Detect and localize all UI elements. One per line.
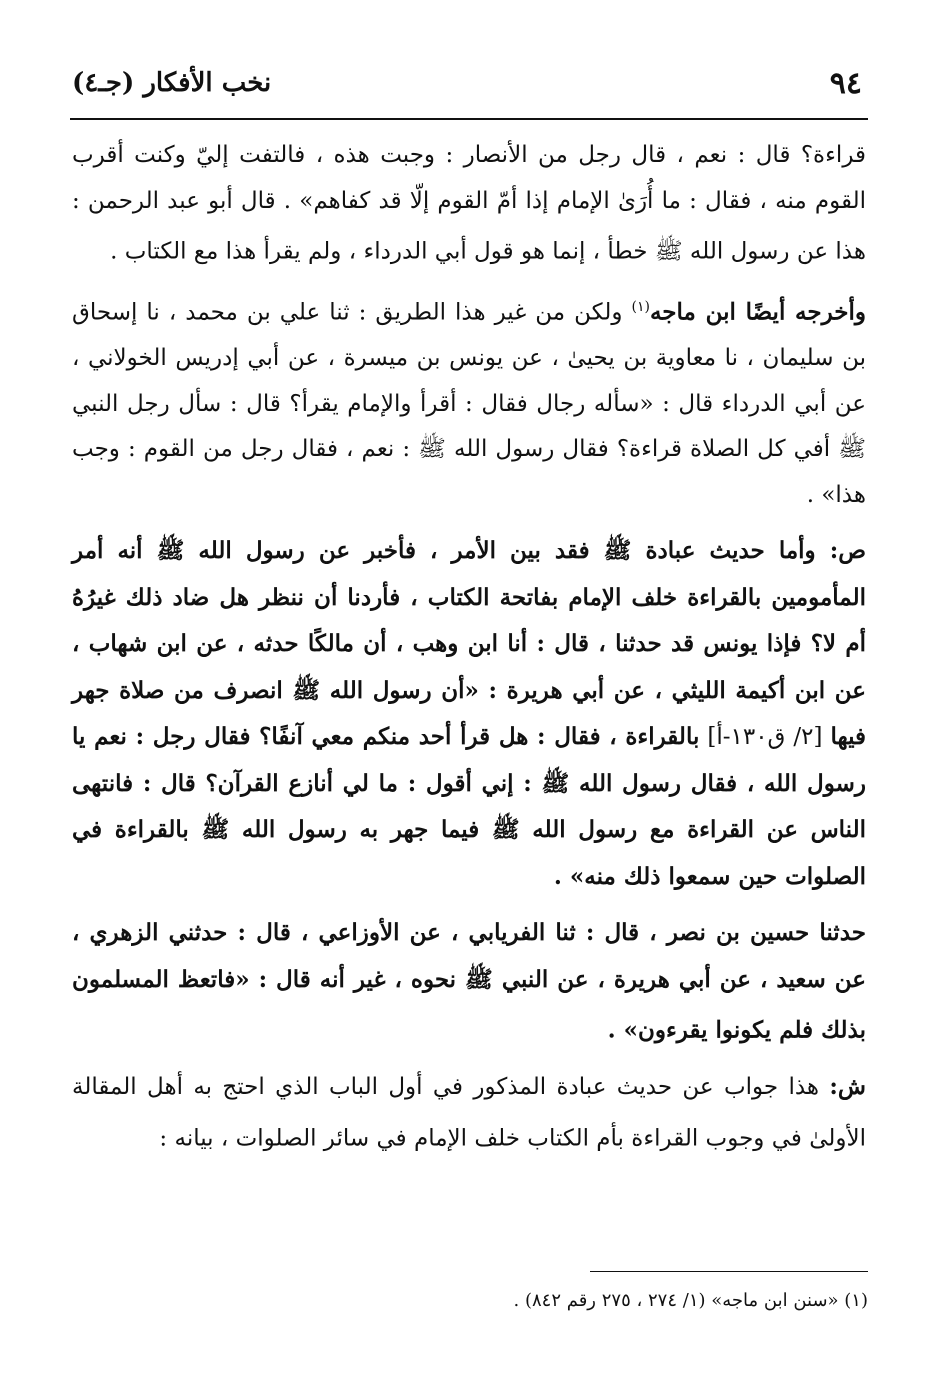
- paragraph-1: [72, 132, 866, 275]
- paragraph-text: حدثنا حسين بن نصر ، قال : ثنا الفريابي ، عن الأوزاعي ، قال : حدثني الزهري ، عن سعيد ، عن أبي هريرة ، عن النبي ﷺ نحوه ، غير أنه قال : «فاتعظ المسلمون بذلك فلم يكونوا يقرءون» .: [72, 919, 866, 1044]
- paragraph-continuation: ولكن من غير هذا الطريق : ثنا علي بن محمد ، نا إسحاق بن سليمان ، نا معاوية بن يحيىٰ ، عن يونس بن ميسرة ، عن أبي إدريس الخولاني ، عن أبي الدرداء قال : «سأله رجال فقال : أقرأ والإمام يقرأ؟ قال : سأل رجل النبي ﷺ أفي كل الصلاة قراءة؟ فقال رسول الله ﷺ : نعم ، فقال رجل من القوم : وجب هذا» .: [72, 299, 866, 508]
- paragraph-lead: وأخرجه أيضًا ابن ماجه: [649, 298, 867, 326]
- paragraph-lead: ص:: [829, 537, 866, 565]
- paragraph-4: [72, 910, 866, 1054]
- paragraph-2: [72, 285, 866, 518]
- footnote-marker: (١): [631, 299, 650, 316]
- footnote: (١) «سنن ابن ماجه» (١/ ٢٧٤ ، ٢٧٥ رقم ٨٤٢) .: [513, 1290, 868, 1311]
- paragraph-5: [72, 1064, 866, 1162]
- running-title: نخب الأفكار (جـ٤): [72, 68, 272, 98]
- manuscript-reference: [٢/ ق١٣٠-أ]: [699, 724, 831, 751]
- paragraph-continuation: بالقراءة ، فقال : هل قرأ أحد منكم معي آنفًا؟ فقال رجل : نعم يا رسول الله ، فقال رسول الله ﷺ : إني أقول : ما لي أنازع القرآن؟ قال : فانتهى الناس عن القراءة مع رسول الله ﷺ فيما جهر به رسول الله ﷺ بالقراءة في الصلوات حين سمعوا ذلك منه» .: [72, 723, 866, 890]
- paragraph-text: وأما حديث عبادة ﷺ فقد بين الأمر ، فأخبر عن رسول الله ﷺ أنه أمر المأمومين بالقراءة خلف الإمام بفاتحة الكتاب ، فأردنا أن ننظر هل ضاد ذلك غيرُهُ أم لا؟ فإذا يونس قد حدثنا ، قال : أنا ابن وهب ، أن مالكًا حدثه ، عن ابن شهاب ، عن ابن أكيمة الليثي ، عن أبي هريرة : «أن رسول الله ﷺ انصرف من صلاة جهر فيها: [72, 537, 866, 751]
- paragraph-text: قراءة؟ قال : نعم ، قال رجل من الأنصار : وجبت هذه ، فالتفت إليّ وكنت أقرب القوم منه ، فقال : ما أُرَىٰ الإمام إذا أمّ القوم إلّا قد كفاهم» . قال أبو عبد الرحمن : هذا عن رسول الله ﷺ خطأ ، إنما هو قول أبي الدرداء ، ولم يقرأ هذا مع الكتاب .: [72, 142, 866, 265]
- page-number: ٩٤: [829, 66, 862, 101]
- paragraph-lead: ش:: [829, 1073, 866, 1101]
- footnote-rule: [590, 1271, 868, 1272]
- header-rule: [70, 118, 868, 120]
- paragraph-3: [72, 528, 866, 900]
- paragraph-text: هذا جواب عن حديث عبادة المذكور في أول الباب الذي احتج به أهل المقالة الأولىٰ في وجوب القراءة بأم الكتاب خلف الإمام في سائر الصلوات ، بيانه :: [72, 1074, 866, 1152]
- body-text: [72, 132, 866, 1172]
